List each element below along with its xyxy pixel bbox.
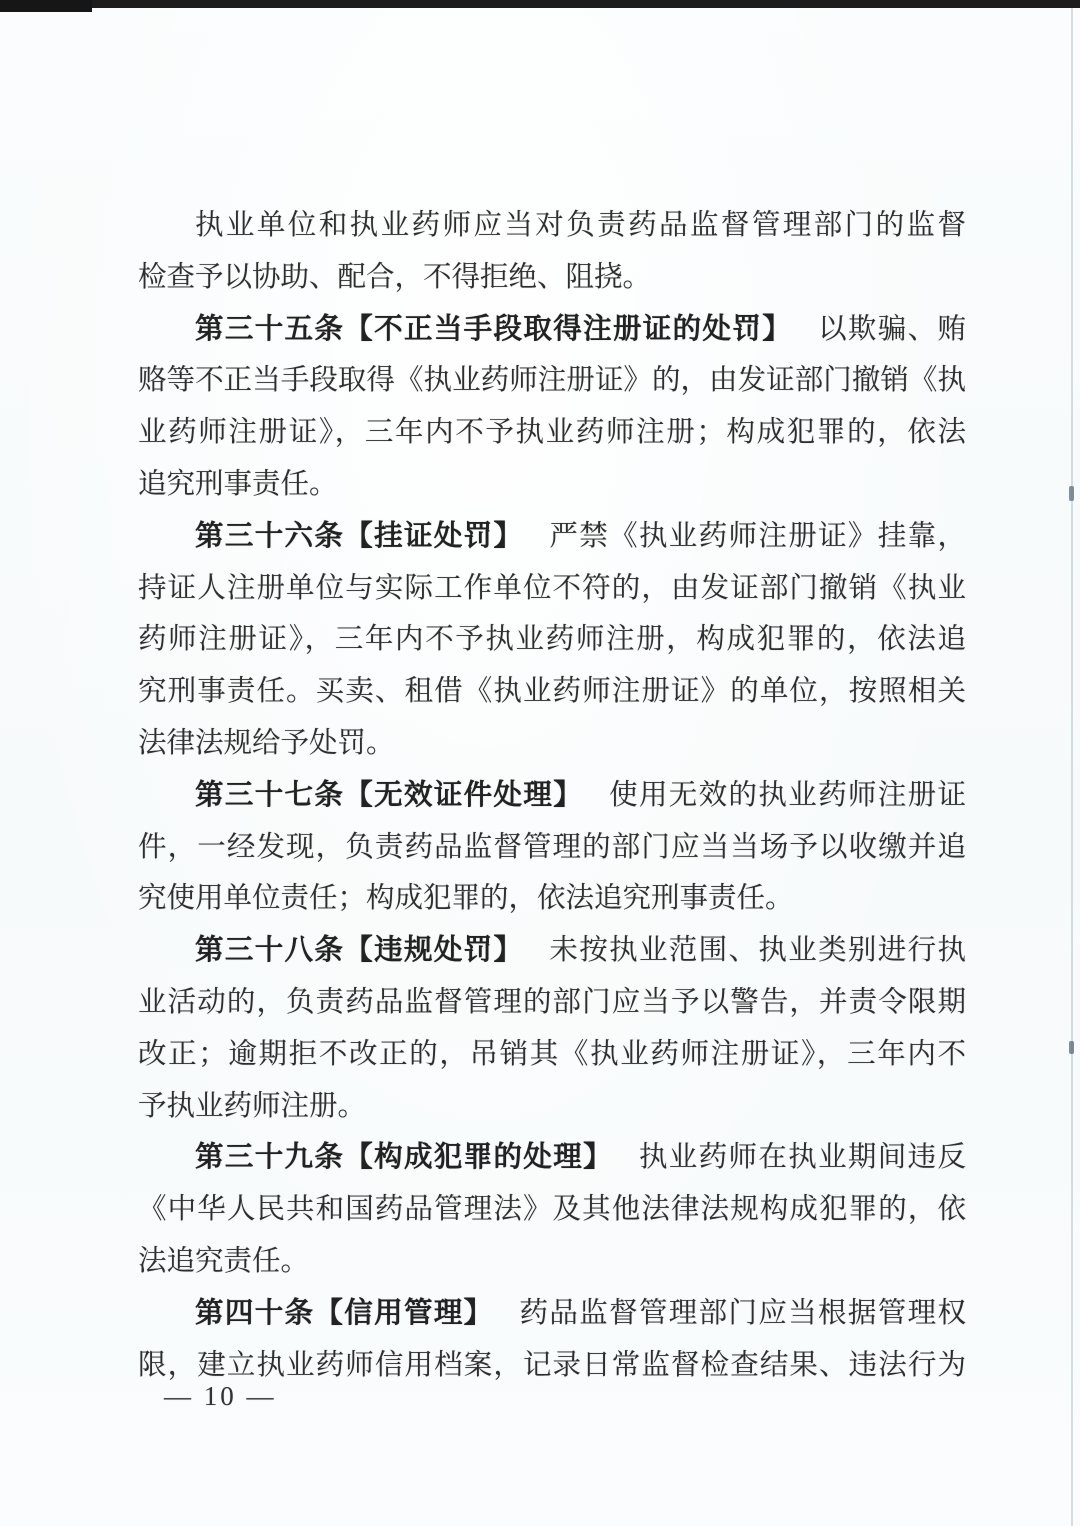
article-heading: 第四十条【信用管理】 bbox=[195, 1296, 494, 1329]
text-line bbox=[138, 407, 966, 459]
text-line bbox=[138, 511, 966, 563]
line-text: 予执业药师注册。 bbox=[138, 1090, 367, 1122]
text-line bbox=[138, 666, 966, 718]
line-text: 《中华人民共和国药品管理法》及其他法律法规构成犯罪的，依 bbox=[138, 1194, 966, 1226]
line-text: 使用无效的执业药师注册证 bbox=[609, 779, 966, 811]
text-line bbox=[138, 459, 966, 511]
line-text: 究刑事责任。买卖、租借《执业药师注册证》的单位，按照相关 bbox=[138, 676, 966, 708]
line-text: 业药师注册证》，三年内不予执业药师注册；构成犯罪的，依法 bbox=[138, 417, 966, 449]
line-text: 改正；逾期拒不改正的，吊销其《执业药师注册证》，三年内不 bbox=[138, 1038, 966, 1070]
text-line bbox=[138, 925, 966, 977]
text-line bbox=[138, 563, 966, 615]
scan-edge-top bbox=[0, 0, 1080, 8]
article-heading: 第三十七条【无效证件处理】 bbox=[195, 778, 584, 811]
line-text: 药品监督管理部门应当根据管理权 bbox=[519, 1297, 966, 1329]
text-line bbox=[138, 1288, 966, 1340]
line-text: 未按执业范围、执业类别进行执 bbox=[549, 935, 966, 967]
footer-page-number: — 10 — bbox=[164, 1381, 277, 1411]
text-line bbox=[138, 355, 966, 407]
line-text: 法追究责任。 bbox=[138, 1245, 310, 1277]
line-text: 执业药师在执业期间违反 bbox=[638, 1142, 966, 1174]
text-line bbox=[138, 1029, 966, 1081]
article-heading: 第三十八条【违规处罚】 bbox=[195, 934, 524, 967]
line-text: 限，建立执业药师信用档案，记录日常监督检查结果、违法行为 bbox=[138, 1349, 966, 1381]
line-text: 追究刑事责任。 bbox=[138, 468, 338, 500]
line-text: 严禁《执业药师注册证》挂靠， bbox=[549, 520, 966, 552]
document-body bbox=[138, 200, 966, 1391]
line-text: 检查予以协助、配合，不得拒绝、阻挠。 bbox=[138, 261, 652, 293]
text-line bbox=[138, 304, 966, 356]
scan-smudge bbox=[1069, 1041, 1074, 1054]
scan-edge-top-left bbox=[0, 0, 92, 12]
scan-smudge bbox=[1069, 486, 1074, 501]
text-line bbox=[138, 614, 966, 666]
line-text: 药师注册证》，三年内不予执业药师注册，构成犯罪的，依法追 bbox=[138, 624, 966, 656]
text-line bbox=[138, 1236, 966, 1288]
line-text: 执业单位和执业药师应当对负责药品监督管理部门的监督 bbox=[195, 210, 966, 241]
line-text: 业活动的，负责药品监督管理的部门应当予以警告，并责令限期 bbox=[138, 986, 966, 1018]
text-line bbox=[138, 1184, 966, 1236]
article-heading: 第三十九条【构成犯罪的处理】 bbox=[195, 1141, 613, 1174]
article-heading: 第三十六条【挂证处罚】 bbox=[195, 519, 524, 552]
text-line bbox=[138, 1081, 966, 1133]
line-text: 赂等不正当手段取得《执业药师注册证》的，由发证部门撤销《执 bbox=[138, 365, 966, 397]
text-line bbox=[138, 718, 966, 770]
line-text: 持证人注册单位与实际工作单位不符的，由发证部门撤销《执业 bbox=[138, 572, 966, 604]
line-text: 以欺骗、贿 bbox=[818, 313, 966, 345]
text-line bbox=[138, 252, 966, 304]
text-line bbox=[138, 822, 966, 874]
text-line bbox=[138, 200, 966, 252]
line-text: 件，一经发现，负责药品监督管理的部门应当当场予以收缴并追 bbox=[138, 831, 966, 863]
line-text: 究使用单位责任；构成犯罪的，依法追究刑事责任。 bbox=[138, 883, 794, 915]
text-line bbox=[138, 873, 966, 925]
text-line bbox=[138, 1132, 966, 1184]
text-line bbox=[138, 977, 966, 1029]
page-footer bbox=[164, 1376, 277, 1416]
line-text: 法律法规给予处罚。 bbox=[138, 727, 395, 759]
scan-edge-right-line bbox=[1071, 8, 1073, 1526]
text-line bbox=[138, 770, 966, 822]
article-heading: 第三十五条【不正当手段取得注册证的处罚】 bbox=[195, 312, 793, 345]
